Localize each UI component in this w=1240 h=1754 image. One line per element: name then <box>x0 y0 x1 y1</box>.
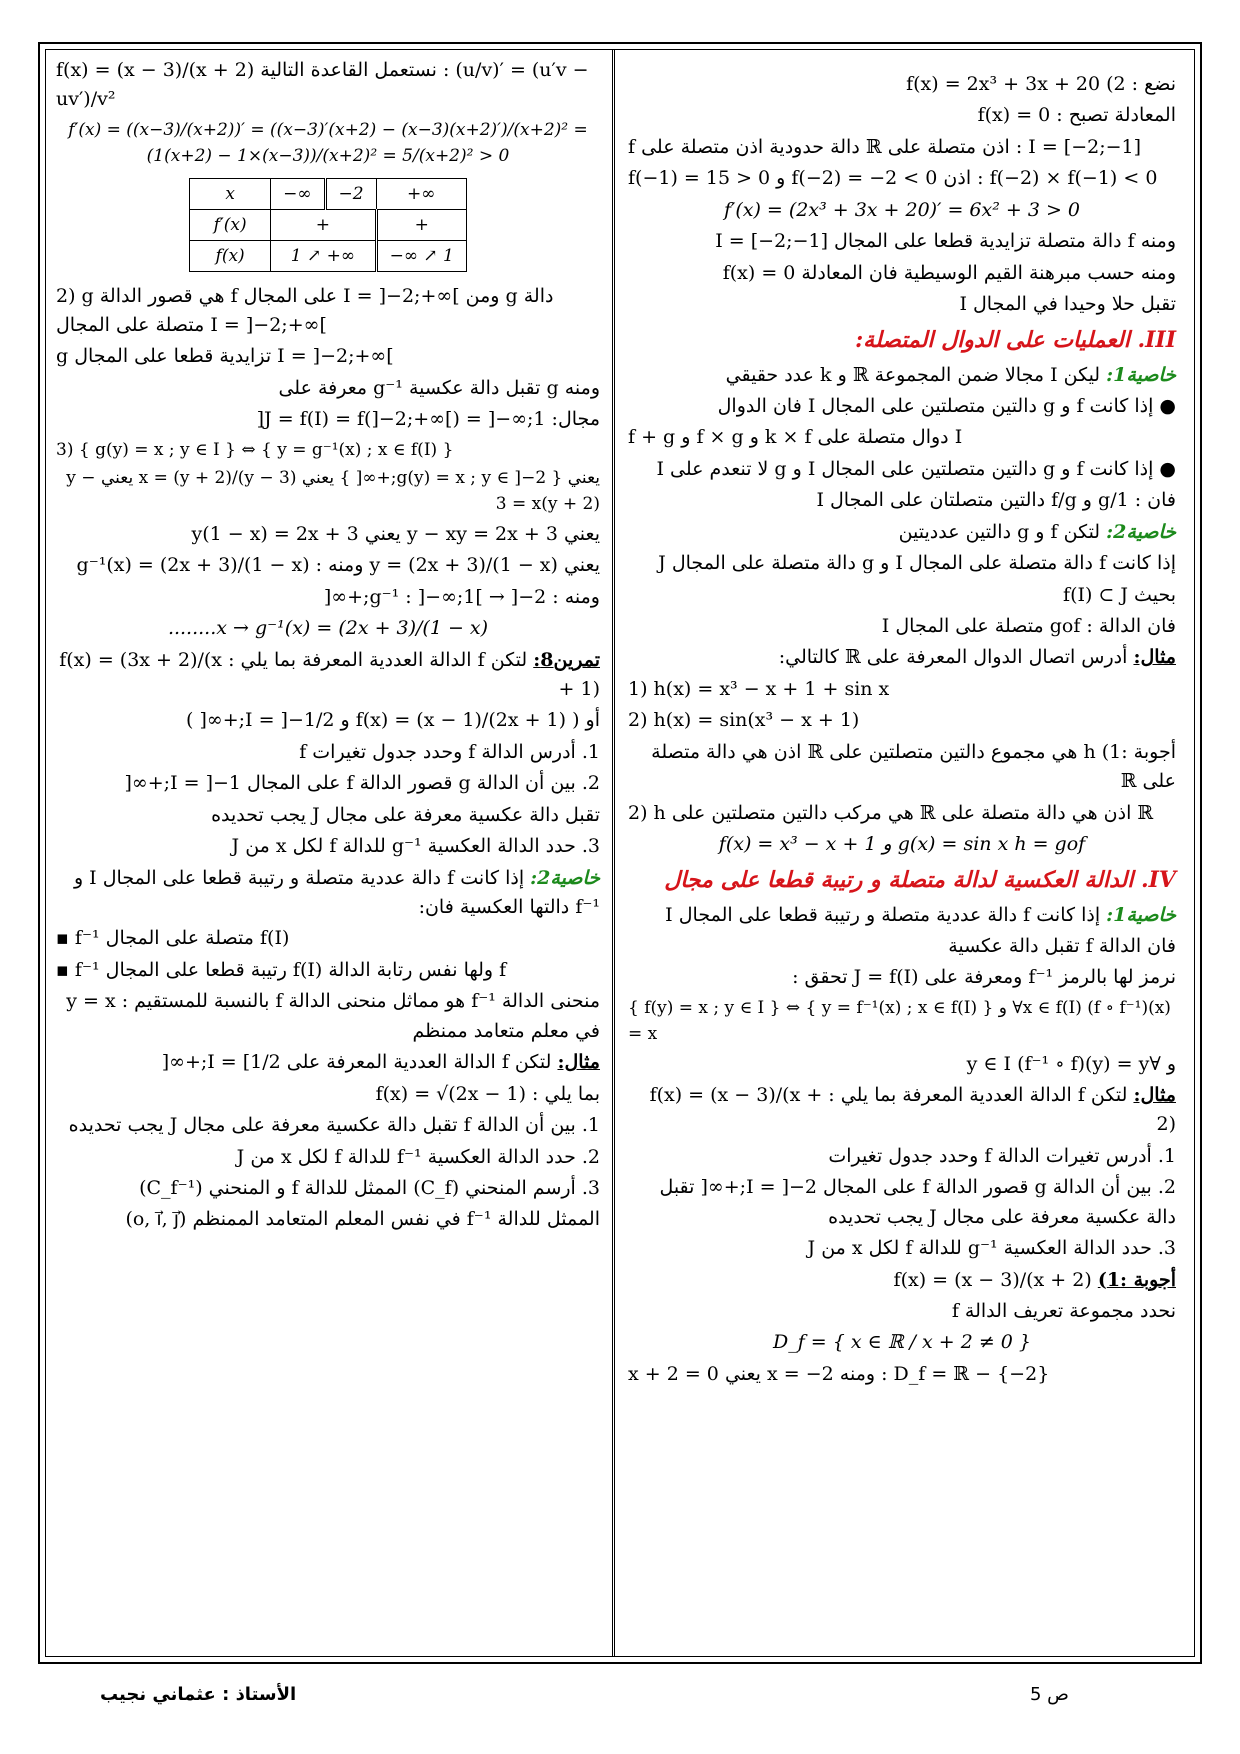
bullet-line: ▪ f⁻¹ متصلة على المجال f(I) <box>56 924 600 953</box>
text-line: ليكن I مجالا ضمن المجموعة ℝ و k عدد حقيقي <box>725 363 1101 386</box>
text-line: ومنه حسب مبرهنة القيم الوسيطية فان المعادلة f(x) = 0 <box>722 261 1176 284</box>
text-line: و ∀y ∈ I (f⁻¹ ∘ f)(y) = y <box>966 1052 1176 1075</box>
example-label: مثال: <box>557 1051 600 1074</box>
text-line: { f(y) = x ; y ∈ I } ⇔ { y = f⁻¹(x) ; x ∈ f(I) } و ∀x ∈ f(I) (f ∘ f⁻¹)(x) = x <box>628 997 1171 1045</box>
table-row <box>190 240 467 271</box>
property-1b-block <box>628 901 1176 1079</box>
inverse-derivation-block <box>56 282 600 644</box>
example-block <box>628 643 1176 859</box>
text-line: 2) h(x) = sin(x³ − x + 1) <box>628 709 860 732</box>
math-line: f(x) = x³ − x + 1 و g(x) = sin x h = gof <box>718 833 1086 856</box>
table-cell: x <box>190 178 271 209</box>
text-line: الممثل للدالة f⁻¹ في نفس المعلم المتعامد الممنظم (o, i⃗, j⃗) <box>125 1208 600 1231</box>
text-line: إذا كانت f دالة متصلة على المجال I و g دالة متصلة على المجال J <box>658 552 1176 575</box>
text-line: يعني y = (2x + 3)/(1 − x) ومنه : g⁻¹(x) = (2x + 3)/(1 − x) <box>76 554 600 577</box>
text-line: نحدد مجموعة تعريف الدالة f <box>951 1300 1176 1322</box>
table-cell: −∞ ↗ 1 <box>376 240 466 271</box>
table-cell: f(x) <box>190 240 271 271</box>
text-line: 1. أدرس الدالة f وحدد جدول تغيرات f <box>299 740 600 763</box>
footer-page-number: ص 5 <box>1030 1684 1069 1705</box>
text-line: g تزايدية قطعا على المجال I = ]−2;+∞[ <box>56 345 394 368</box>
text-line: إذا كانت f دالة عددية متصلة و رتيبة قطعا على المجال I و f⁻¹ دالتها العكسية فان: <box>73 866 600 919</box>
footer-teacher-name: الأستاذ : عثماني نجيب <box>100 1684 297 1705</box>
bullet-line: ▪ f⁻¹ رتيبة قطعا على المجال f(I) ولها نفس رتابة الدالة f <box>56 956 600 985</box>
text-line: ومنه : g⁻¹ : ]−∞;1[ → ]−2;+∞[ <box>323 585 600 608</box>
example-label: مثال: <box>1133 1083 1176 1106</box>
text-line: إذا كانت f دالة عددية متصلة و رتيبة قطعا على المجال I <box>665 903 1101 926</box>
text-line: نرمز لها بالرمز f⁻¹ ومعرفة على J = f(I) تحقق : <box>792 966 1176 989</box>
section-heading-4: IV. الدالة العكسية لدالة متصلة و رتيبة قطعا على مجال <box>664 866 1176 893</box>
math-line: f′(x) = (2x³ + 3x + 20)′ = 6x² + 3 > 0 <box>723 198 1081 221</box>
example-3-block <box>56 1048 600 1235</box>
text-line: فان الدالة f تقبل دالة عكسية <box>948 934 1176 957</box>
text-line: منحنى الدالة f⁻¹ هو مماثل منحنى الدالة f بالنسبة للمستقيم : y = x في معلم متعامد ممنظم <box>66 990 600 1042</box>
answers-label: أجوبة :1) <box>1097 1268 1176 1291</box>
bullet-line: ● إذا كانت f و g دالتين متصلتين على المجال I فان الدوال <box>628 392 1176 421</box>
text-line: 2) h هي مركب دالتين متصلتين على ℝ اذن هي دالة متصلة على ℝ <box>628 801 1154 824</box>
example-label: مثال: <box>1133 646 1176 669</box>
left-column <box>52 52 606 1652</box>
text-line: f(x) = (x − 3)/(x + 2) <box>893 1268 1092 1291</box>
text-line: 2. بين أن الدالة g قصور الدالة f على المجال I = ]−2;+∞[ تقبل دالة عكسية معرفة على مجال J يجب تحديده <box>659 1176 1176 1228</box>
text-line: 1) h(x) = x³ − x + 1 + sin x <box>628 677 890 700</box>
property-2b-block <box>56 864 600 1047</box>
text-line: أجوبة :1) h هي مجموع دالتين متصلتين على ℝ اذن هي دالة متصلة على ℝ <box>651 740 1176 793</box>
text-line: المعادلة تصبح : f(x) = 0 <box>977 104 1176 127</box>
text-line: 3) { g(y) = x ; y ∈ I } ⇔ { y = g⁻¹(x) ; x ∈ f(I) } <box>56 439 454 460</box>
variation-table <box>189 178 467 272</box>
table-row <box>190 209 467 240</box>
table-cell: +∞ <box>376 178 466 209</box>
text-line: 2. حدد الدالة العكسية f⁻¹ للدالة f لكل x من J <box>236 1145 600 1168</box>
table-cell: + <box>376 209 466 240</box>
exercise-block <box>56 646 600 862</box>
derivative-block <box>56 56 600 170</box>
exercise-label: تمرين8: <box>533 648 600 671</box>
example-2-block <box>628 1081 1176 1264</box>
text-line: 3. حدد الدالة العكسية g⁻¹ للدالة f لكل x من J <box>807 1237 1176 1260</box>
text-line: لتكن f الدالة العددية المعرفة بما يلي : f(x) = (3x + 2)/(x + 1) <box>59 648 600 700</box>
table-cell: −2 <box>325 178 376 209</box>
intro-block <box>628 70 1176 320</box>
text-line: لتكن f و g دالتين عدديتين <box>898 520 1101 543</box>
text-line: 3. حدد الدالة العكسية g⁻¹ للدالة f لكل x من J <box>231 835 600 858</box>
text-line: لتكن f الدالة العددية المعرفة بما يلي : f(x) = (x − 3)/(x + 2) <box>649 1083 1176 1136</box>
text-line: f(−1) = 15 > 0 و f(−2) = −2 < 0 اذن : f(−2) × f(−1) < 0 <box>628 167 1158 190</box>
text-line: 2. بين أن الدالة g قصور الدالة f على المجال I = ]−1;+∞[ <box>124 772 600 795</box>
table-cell: 1 ↗ +∞ <box>271 240 376 271</box>
bullet-line: ● إذا كانت f و g دالتين متصلتين على المجال I و g لا تنعدم على I <box>628 455 1176 484</box>
text-line: فان الدالة : gof متصلة على المجال I <box>881 615 1176 637</box>
text-line: لتكن f الدالة العددية المعرفة على I = [1/2;+∞[ <box>161 1051 552 1074</box>
text-line: f(x) = (x − 3)/(x + 2) نستعمل القاعدة التالية : (u/v)′ = (u′v − uv′)/v² <box>56 59 589 111</box>
text-line: ومنه f دالة متصلة تزايدية قطعا على المجال I = [−2;−1] <box>715 230 1176 253</box>
text-line: تقبل دالة عكسية معرفة على مجال J يجب تحديده <box>211 803 600 826</box>
text-line: f دالة حدودية اذن متصلة على ℝ اذن متصلة على : I = [−2;−1] <box>628 135 1142 158</box>
text-line: أو ( f(x) = (x − 1)/(2x + 1) و I = ]−1/2;+∞[ ) <box>186 709 600 732</box>
text-line: نضع : 2) f(x) = 2x³ + 3x + 20 <box>906 73 1176 95</box>
math-line: D_f = { x ∈ ℝ / x + 2 ≠ 0 } <box>772 1331 1032 1354</box>
property-1-block <box>628 361 1176 516</box>
table-cell: −∞ <box>271 178 325 209</box>
table-cell: f′(x) <box>190 209 271 240</box>
property-label: خاصية2: <box>530 866 600 889</box>
text-line: 2) g هي قصور الدالة f على المجال I = ]−2;+∞[ ومن g دالة متصلة على المجال I = ]−2;+∞[ <box>56 284 554 336</box>
text-line: ومنه g تقبل دالة عكسية g⁻¹ معرفة على <box>278 376 600 399</box>
text-line: 3. أرسم المنحني (C_f) الممثل للدالة f و المنحني (C_f⁻¹) <box>139 1176 600 1199</box>
column-divider <box>612 49 615 1657</box>
text-line: يعني { g(y) = x ; y ∈ ]−2;+∞[ } يعني (y − 3)/(y + 2) = x يعني y − 3 = x(y + 2) <box>66 468 600 515</box>
math-line: f′(x) = ((x−3)/(x+2))′ = ((x−3)′(x+2) − (x−3)(x+2)′)/(x+2)² = (1(x+2) − 1×(x−3))/(x+2)² = 5/(x+2)² > 0 <box>68 119 588 167</box>
text-line: مجال: J = f(I) = f(]−2;+∞[) = ]−∞;1[ <box>256 408 600 431</box>
text-line: تقبل حلا وحيدا في المجال I <box>959 293 1176 316</box>
text-line: بحيث f(I) ⊂ J <box>1063 583 1176 606</box>
answers-block <box>628 1266 1176 1390</box>
text-line: يعني y − xy = 2x + 3 يعني y(1 − x) = 2x + 3 <box>191 522 600 545</box>
property-label: خاصية2: <box>1106 520 1176 543</box>
text-line: أدرس اتصال الدوال المعرفة على ℝ كالتالي: <box>778 646 1128 669</box>
right-column <box>618 52 1190 1652</box>
text-line: 1. أدرس تغيرات الدالة f وحدد جدول تغيرات <box>828 1144 1176 1167</box>
text-line: 1. بين أن الدالة f تقبل دالة عكسية معرفة على مجال J يجب تحديده <box>68 1114 600 1137</box>
math-line: ........x → g⁻¹(x) = (2x + 3)/(1 − x) <box>167 617 489 640</box>
section-heading-3: III. العمليات على الدوال المتصلة: <box>855 326 1176 353</box>
table-cell: + <box>271 209 376 240</box>
property-label: خاصية1: <box>1106 363 1176 386</box>
table-row <box>190 178 467 209</box>
property-label: خاصية1: <box>1106 903 1176 926</box>
property-2-block <box>628 518 1176 642</box>
text-line: x + 2 = 0 يعني x = −2 ومنه : D_f = ℝ − {−2} <box>628 1362 1050 1385</box>
text-line: f + g و f × g و k × f دوال متصلة على I <box>628 426 963 449</box>
text-line: بما يلي : f(x) = √(2x − 1) <box>375 1082 600 1105</box>
text-line: فان : 1/g و f/g دالتين متصلتان على المجال I <box>816 489 1176 512</box>
